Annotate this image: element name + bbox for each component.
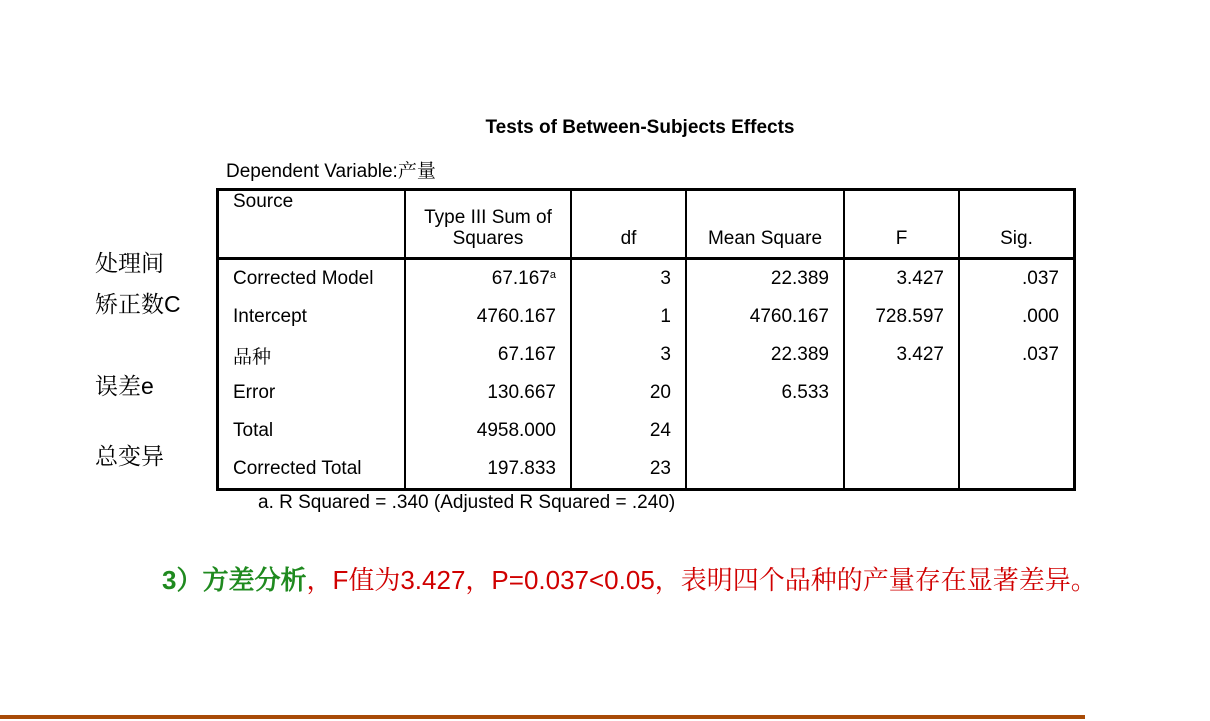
- row-sig: [959, 374, 1075, 412]
- row-df: 23: [571, 450, 686, 490]
- row-ss: 197.833: [405, 450, 571, 490]
- table-footnote: a. R Squared = .340 (Adjusted R Squared = .240): [258, 492, 676, 513]
- row-df: 24: [571, 412, 686, 450]
- row-ss: 67.167$^a$: [405, 259, 571, 299]
- row-ss: 67.167: [405, 336, 571, 374]
- table-row: [218, 374, 1075, 412]
- side-label-treatment: 处理间: [95, 250, 164, 276]
- row-ss: 4760.167: [405, 298, 571, 336]
- row-source: Intercept: [218, 298, 406, 336]
- table-header-row: [218, 190, 1075, 259]
- row-df: 20: [571, 374, 686, 412]
- bottom-divider: [0, 715, 1085, 719]
- row-f: 728.597: [844, 298, 959, 336]
- row-sig: [959, 412, 1075, 450]
- conclusion-body: ，F值为3.427，P=0.037<0.05，表明四个品种的产量存在显著差异。: [306, 565, 1097, 595]
- row-sig: .037: [959, 259, 1075, 299]
- row-source: Corrected Total: [218, 450, 406, 490]
- table-row: [218, 336, 1075, 374]
- row-sig: .037: [959, 336, 1075, 374]
- header-sum-of-squares: Type III Sum of Squares: [405, 190, 571, 259]
- header-sig: Sig.: [959, 190, 1075, 259]
- table-title: Tests of Between-Subjects Effects: [485, 117, 795, 138]
- row-f: [844, 374, 959, 412]
- row-sig: .000: [959, 298, 1075, 336]
- footnote-marker: a: [549, 269, 556, 281]
- side-label-correction: 矫正数C: [95, 291, 181, 317]
- row-ms: 22.389: [686, 336, 844, 374]
- row-source: Error: [218, 374, 406, 412]
- row-source: Corrected Model: [218, 259, 406, 299]
- dependent-variable-label: Dependent Variable:产量: [226, 161, 436, 182]
- table-row: [218, 259, 1075, 299]
- row-ms: 22.389: [686, 259, 844, 299]
- row-df: 3: [571, 336, 686, 374]
- row-f: 3.427: [844, 336, 959, 374]
- table-row: [218, 450, 1075, 490]
- row-ms: [686, 412, 844, 450]
- header-f: F: [844, 190, 959, 259]
- row-df: 1: [571, 298, 686, 336]
- table-row: [218, 412, 1075, 450]
- header-mean-square: Mean Square: [686, 190, 844, 259]
- row-f: [844, 450, 959, 490]
- row-ms: 6.533: [686, 374, 844, 412]
- row-ms: 4760.167: [686, 298, 844, 336]
- row-f: [844, 412, 959, 450]
- side-label-error: 误差e: [95, 373, 154, 399]
- anova-table: [216, 188, 1076, 491]
- header-source: Source: [218, 190, 406, 259]
- conclusion-lead: 3）方差分析: [162, 565, 307, 595]
- row-source: Total: [218, 412, 406, 450]
- row-df: 3: [571, 259, 686, 299]
- conclusion-text: [162, 560, 1097, 597]
- row-f: 3.427: [844, 259, 959, 299]
- side-label-total: 总变异: [95, 443, 164, 469]
- row-ms: [686, 450, 844, 490]
- row-sig: [959, 450, 1075, 490]
- row-ss: 130.667: [405, 374, 571, 412]
- table-row: [218, 298, 1075, 336]
- header-df: df: [571, 190, 686, 259]
- row-ss: 4958.000: [405, 412, 571, 450]
- row-source: 品种: [218, 336, 406, 374]
